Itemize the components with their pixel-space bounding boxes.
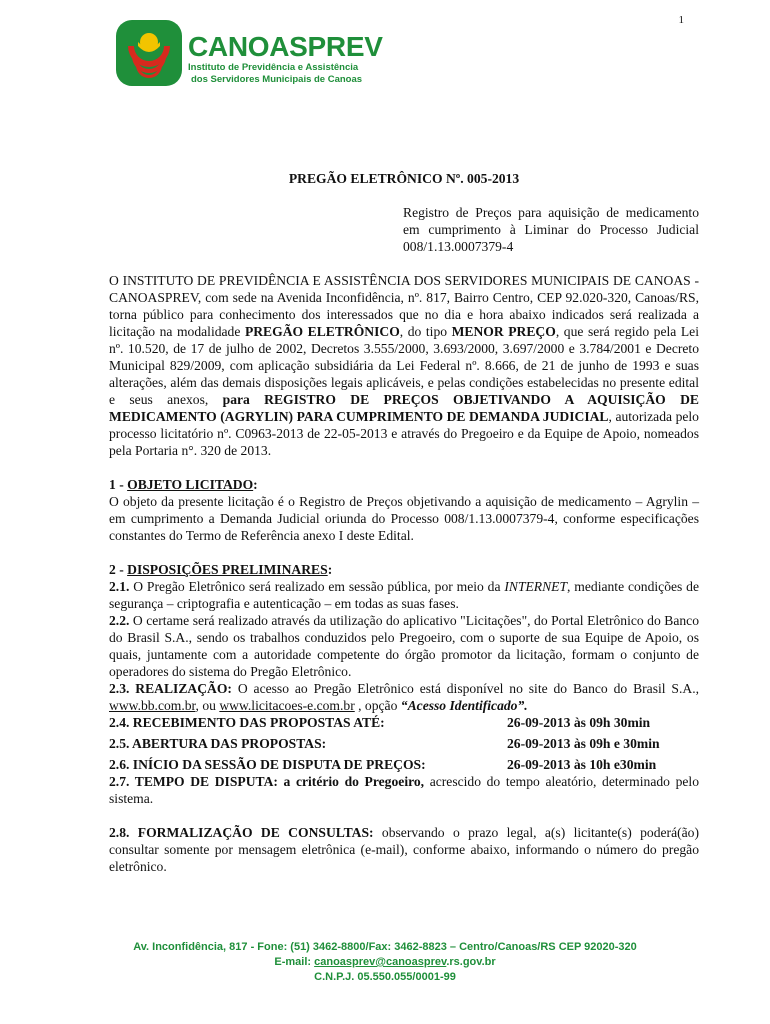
item-2-3-option: “Acesso Identificado”. xyxy=(400,698,528,713)
item-2-8-label: 2.8. FORMALIZAÇÃO DE CONSULTAS: xyxy=(109,825,374,840)
item-2-5 xyxy=(109,735,699,752)
intro-text-4: , autorizada pelo processo licitatório nº. C0963-2013 de 22-05-2013 e através do Pregoeiro e da Equipe de Apoio, nomeados pela Portaria n°. 320 de 2013. xyxy=(109,409,699,458)
section2-heading xyxy=(109,561,699,578)
item-2-6-value: 26-09-2013 às 10h e30min xyxy=(507,757,657,772)
item-2-3-text-a: O acesso ao Pregão Eletrônico está disponível no site do Banco do Brasil S.A., xyxy=(231,681,699,696)
item-2-1 xyxy=(109,578,699,612)
licitacoes-link[interactable]: www.licitacoes-e.com.br xyxy=(219,698,355,713)
brand-name: CANOASPREV xyxy=(188,31,383,62)
page-number: 1 xyxy=(678,14,684,26)
section1-number: 1 - xyxy=(109,477,128,492)
footer-email-rest: .rs.gov.br xyxy=(446,956,496,968)
section1-colon: : xyxy=(253,477,258,492)
item-2-4-label: 2.4. RECEBIMENTO DAS PROPOSTAS ATÉ: xyxy=(109,715,385,730)
intro-text-1: O INSTITUTO DE PREVIDÊNCIA E ASSISTÊNCIA DOS SERVIDORES MUNICIPAIS DE CANOAS - CANOASPREV, com sede na Avenida Inconfidência, nº. 817, Bairro Centro, CEP 92.020-320, Canoas/RS, torna público para conhecimento dos interessados que no dia e hora abaixo indicados será realizada a licitação na modalidade xyxy=(109,273,699,339)
item-2-1-italic: INTERNET xyxy=(504,579,568,594)
item-2-4 xyxy=(109,714,699,731)
intro-text-3: , que será regido pela Lei nº. 10.520, de 17 de julho de 2002, Decretos 3.555/2000, 3.693/2000, 3.697/2000 e 3.784/2001 e Decreto Municipal 829/2009, com aplicação subsidiária da Lei Federal nº. 8.666, de 21 de junho de 1993 e suas alterações, além das demais disposições legais aplicáveis, e pelas condições estabelecidas no presente edital e seus anexos, xyxy=(109,324,699,407)
intro-bold-object: para REGISTRO DE PREÇOS OBJETIVANDO A AQUISIÇÃO DE MEDICAMENTO (AGRYLIN) PARA CUMPRIMENTO DE DEMANDA JUDICIAL xyxy=(109,392,699,424)
document-subject: Registro de Preços para aquisição de medicamento em cumprimento à Liminar do Processo Judicial 008/1.13.0007379-4 xyxy=(403,205,699,254)
brand-subtitle-line2: dos Servidores Municipais de Canoas xyxy=(191,74,363,85)
footer-email-link[interactable]: canoasprev@canoasprev xyxy=(314,956,447,968)
canoasprev-logo-icon xyxy=(116,20,182,86)
item-2-2-number: 2.2. xyxy=(109,613,130,628)
section1-heading xyxy=(109,476,699,493)
intro-paragraph xyxy=(109,272,699,459)
item-2-1-number: 2.1. xyxy=(109,579,130,594)
document-title: PREGÃO ELETRÔNICO Nº. 005-2013 xyxy=(288,171,520,186)
item-2-8-text: observando o prazo legal, a(s) licitante(s) poderá(ão) consultar somente por mensagem eletrônica (e-mail), conforme abaixo, informando o número do pregão eletrônico. xyxy=(109,825,699,874)
item-2-5-label: 2.5. ABERTURA DAS PROPOSTAS: xyxy=(109,736,327,751)
page-footer xyxy=(0,940,770,985)
item-2-3-text-c: , opção xyxy=(354,698,401,713)
footer-cnpj: C.N.P.J. 05.550.055/0001-99 xyxy=(314,971,456,983)
item-2-7-text: acrescido do tempo aleatório, determinado pelo sistema. xyxy=(109,774,699,806)
item-2-3 xyxy=(109,680,699,714)
intro-bold-modality: PREGÃO ELETRÔNICO xyxy=(244,324,400,339)
section2-title: DISPOSIÇÕES PRELIMINARES xyxy=(127,562,328,577)
section2-colon: : xyxy=(327,562,333,577)
document-body xyxy=(109,170,699,875)
item-2-6-label: 2.6. INÍCIO DA SESSÃO DE DISPUTA DE PREÇOS: xyxy=(109,757,426,772)
item-2-2 xyxy=(109,612,699,680)
item-2-4-value: 26-09-2013 às 09h 30min xyxy=(507,715,651,730)
footer-address: Av. Inconfidência, 817 - Fone: (51) 3462-8800/Fax: 3462-8823 – Centro/Canoas/RS CEP 92020-320 xyxy=(133,941,637,953)
intro-bold-type: MENOR PREÇO xyxy=(451,324,556,339)
item-2-3-text-b: , ou xyxy=(195,698,220,713)
brand-subtitle xyxy=(188,62,488,86)
item-2-5-value: 26-09-2013 às 09h e 30min xyxy=(507,736,660,751)
item-2-7 xyxy=(109,773,699,807)
footer-email-label: E-mail: xyxy=(274,956,315,968)
intro-text-2: , do tipo xyxy=(399,324,452,339)
section1-title: OBJETO LICITADO xyxy=(127,477,254,492)
item-2-1-text-a: O Pregão Eletrônico será realizado em sessão pública, por meio da xyxy=(129,579,505,594)
section1-text: O objeto da presente licitação é o Registro de Preços objetivando a aquisição de medicamento – Agrylin – em cumprimento a Demanda Judicial oriunda do Processo 008/1.13.0007379-4, conforme especificações constantes do Termo de Referência anexo I deste Edital. xyxy=(109,494,699,543)
item-2-3-label: 2.3. REALIZAÇÃO: xyxy=(109,681,232,696)
brand-subtitle-line1: Instituto de Previdência e Assistência xyxy=(188,62,359,73)
item-2-1-text-b: , mediante condições de segurança – criptografia e autenticação – em todas as suas fases. xyxy=(109,579,699,611)
bb-link[interactable]: www.bb.com.br xyxy=(109,698,196,713)
item-2-8 xyxy=(109,824,699,875)
item-2-7-label: 2.7. TEMPO DE DISPUTA: a critério do Pregoeiro, xyxy=(109,774,425,789)
section2-number: 2 - xyxy=(109,562,128,577)
footer-email xyxy=(0,955,770,970)
item-2-2-text: O certame será realizado através da utilização do aplicativo "Licitações", do Portal Eletrônico do Banco do Brasil S.A., sendo os trabalhos conduzidos pelo Pregoeiro, com o suporte de sua Equipe de Apoio, os quais, juntamente com a autoridade competente do órgão promotor da licitação, formam o conjunto de operadores do sistema do Pregão Eletrônico. xyxy=(109,613,699,679)
item-2-6 xyxy=(109,756,699,773)
